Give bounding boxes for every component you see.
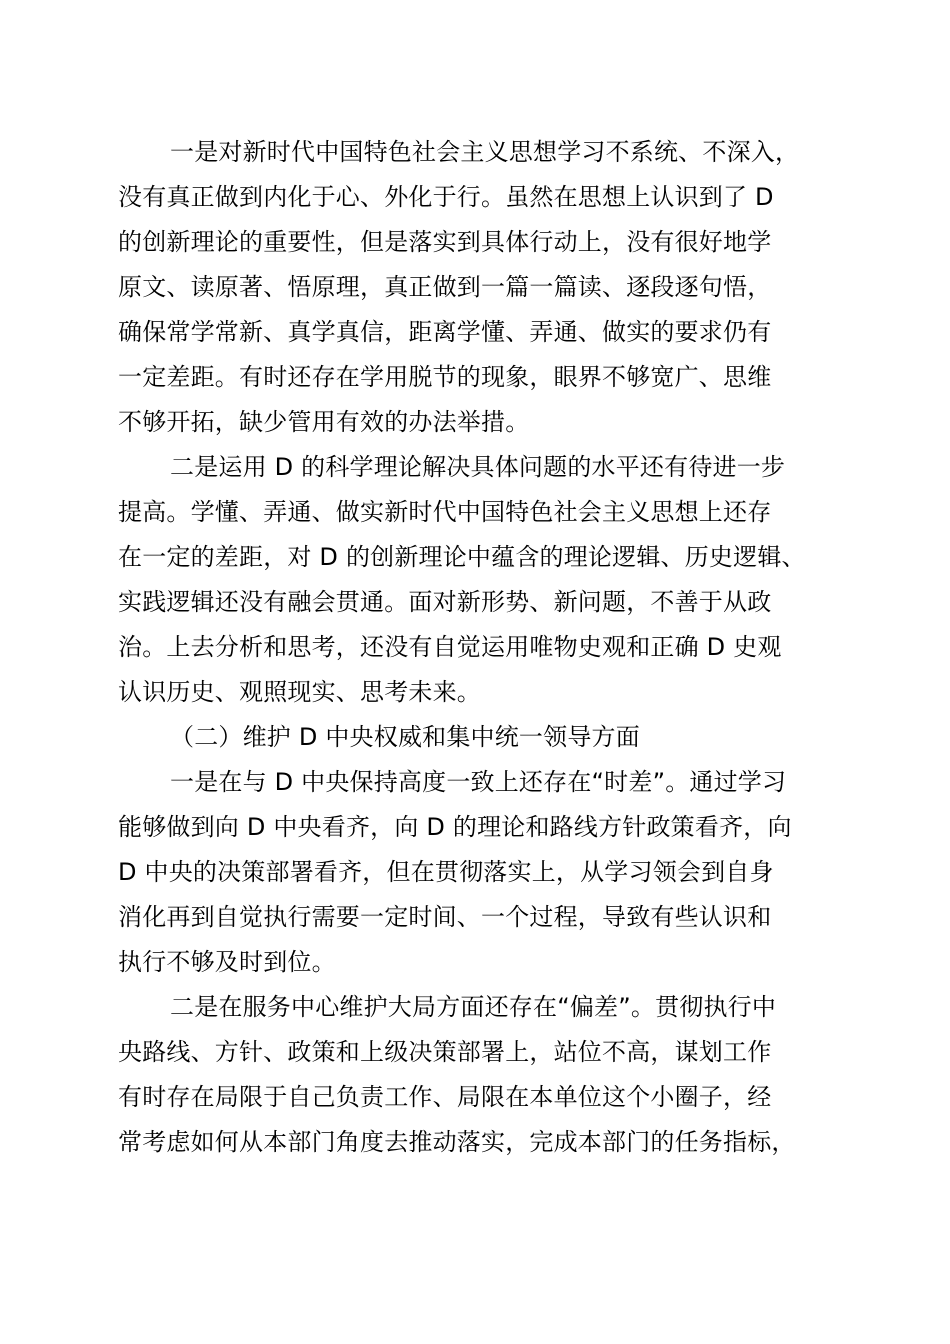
text-line: 提高。学懂、弄通、做实新时代中国特色社会主义思想上还存 bbox=[118, 498, 772, 526]
section-heading bbox=[118, 715, 834, 760]
text-line: 不够开拓，缺少管用有效的办法举措。 bbox=[118, 408, 530, 436]
text-line: 治。上去分析和思考，还没有自觉运用唯物史观和正确 D 史观 bbox=[118, 633, 782, 661]
text-line: 没有真正做到内化于心、外化于行。虽然在思想上认识到了 D bbox=[118, 183, 774, 211]
text-line: 的创新理论的重要性，但是落实到具体行动上，没有很好地学 bbox=[118, 228, 772, 256]
text-line: 有时存在局限于自己负责工作、局限在本单位这个小圈子，经 bbox=[118, 1083, 772, 1111]
text-line: 一是在与 D 中央保持高度一致上还存在“时差”。通过学习 bbox=[170, 768, 787, 796]
text-line: 认识历史、观照现实、思考未来。 bbox=[118, 678, 481, 706]
heading-text: （二）维护 D 中央权威和集中统一领导方面 bbox=[170, 723, 640, 751]
document-body bbox=[118, 130, 834, 1165]
text-line: 原文、读原著、悟原理，真正做到一篇一篇读、逐段逐句悟， bbox=[118, 273, 772, 301]
text-line: 确保常学常新、真学真信，距离学懂、弄通、做实的要求仍有 bbox=[118, 318, 772, 346]
paragraph-4 bbox=[118, 985, 834, 1165]
paragraph-3 bbox=[118, 760, 834, 985]
text-line: 消化再到自觉执行需要一定时间、一个过程，导致有些认识和 bbox=[118, 903, 772, 931]
paragraph-1 bbox=[118, 130, 834, 445]
text-line: 实践逻辑还没有融会贯通。面对新形势、新问题，不善于从政 bbox=[118, 588, 772, 616]
text-line: 二是在服务中心维护大局方面还存在“偏差”。贯彻执行中 bbox=[170, 993, 777, 1021]
text-line: 常考虑如何从本部门角度去推动落实，完成本部门的任务指标， bbox=[118, 1128, 796, 1156]
text-line: 能够做到向 D 中央看齐，向 D 的理论和路线方针政策看齐，向 bbox=[118, 813, 792, 841]
text-line: 一定差距。有时还存在学用脱节的现象，眼界不够宽广、思维 bbox=[118, 363, 772, 391]
text-line: 一是对新时代中国特色社会主义思想学习不系统、不深入， bbox=[170, 138, 800, 166]
text-line: 央路线、方针、政策和上级决策部署上，站位不高，谋划工作 bbox=[118, 1038, 772, 1066]
text-line: 在一定的差距，对 D 的创新理论中蕴含的理论逻辑、历史逻辑、 bbox=[118, 543, 806, 571]
text-line: 二是运用 D 的科学理论解决具体问题的水平还有待进一步 bbox=[170, 453, 786, 481]
text-line: 执行不够及时到位。 bbox=[118, 948, 336, 976]
text-line: D 中央的决策部署看齐，但在贯彻落实上，从学习领会到自身 bbox=[118, 858, 774, 886]
paragraph-2 bbox=[118, 445, 834, 715]
